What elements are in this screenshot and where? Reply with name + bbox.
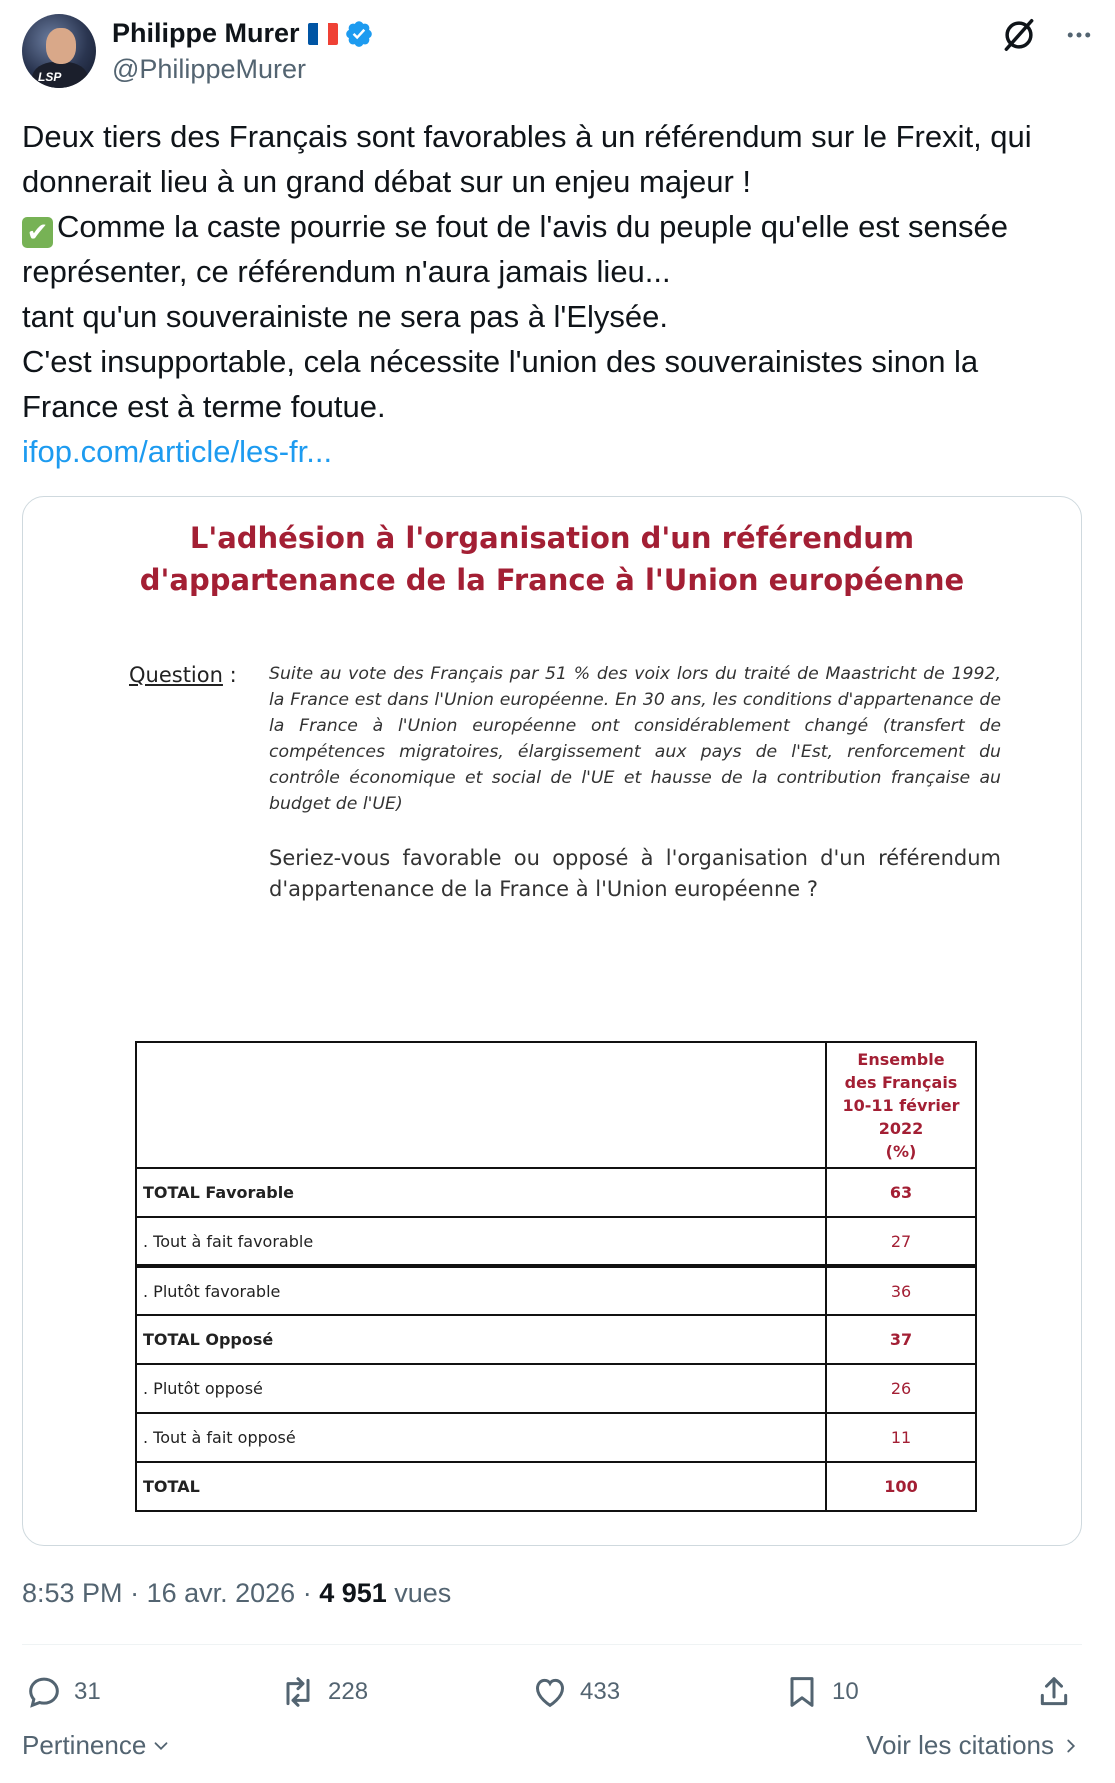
like-icon	[530, 1672, 570, 1712]
sort-dropdown[interactable]	[22, 1730, 172, 1761]
views-count: 4 951	[319, 1578, 387, 1608]
french-flag-icon	[308, 23, 338, 45]
question-ask: Seriez-vous favorable ou opposé à l'organisation d'un référendum d'appartenance de la France à l'Union européenne ?	[269, 846, 1001, 901]
retweet-button[interactable]	[278, 1664, 368, 1720]
views-label: vues	[386, 1578, 452, 1608]
table-row: TOTAL Opposé 37	[136, 1315, 976, 1364]
tweet-line: tant qu'un souverainiste ne sera pas à l'Elysée.	[22, 299, 669, 334]
like-count: 433	[580, 1678, 621, 1705]
tweet-line: Deux tiers des Français sont favorables à un référendum sur le Frexit, qui	[22, 119, 1032, 154]
view-quotes-link[interactable]	[866, 1730, 1082, 1761]
quotes-label: Voir les citations	[866, 1730, 1054, 1760]
question-text: Suite au vote des Français par 51 % des voix lors du traité de Maastricht de 1992, la France est dans l'Union européenne. En 30 ans, les conditions d'appartenance de la France à l'Union européenne ont considérablement changé (transfert de compétences migratoires, élargissement aux pays de l'Est, renforcement du contrôle économique et social de l'UE et hausse de la contribution française au budget de l'UE)	[269, 664, 1001, 814]
author-handle[interactable]: @PhilippeMurer	[112, 54, 306, 84]
bookmark-count: 10	[832, 1678, 859, 1705]
replies-footer	[22, 1730, 1082, 1770]
tweet-meta: 8:53 PM · 16 avr. 2026 · 4 951 vues	[22, 1578, 452, 1608]
author-display-name[interactable]: Philippe Murer	[112, 18, 300, 48]
tweet-line: ✔ Comme la caste pourrie se fout de l'avis du peuple qu'elle est sensée	[22, 204, 1092, 249]
chevron-down-icon	[150, 1735, 172, 1757]
tweet-time[interactable]: 8:53 PM	[22, 1578, 123, 1608]
question-label: Question :	[129, 663, 237, 687]
table-row: . Plutôt favorable 36	[136, 1266, 976, 1315]
table-row: . Tout à fait favorable 27	[136, 1217, 976, 1266]
reply-icon	[24, 1672, 64, 1712]
table-row: TOTAL Favorable 63	[136, 1168, 976, 1217]
reply-count: 31	[74, 1678, 101, 1705]
tweet-line: représenter, ce référendum n'aura jamais lieu...	[22, 254, 671, 289]
bookmark-button[interactable]	[782, 1664, 859, 1720]
column-header: Ensemble des Français 10-11 février 2022 (%)	[826, 1042, 976, 1168]
tweet-actions	[22, 1664, 1082, 1720]
retweet-count: 228	[328, 1678, 369, 1705]
reply-button[interactable]	[24, 1664, 101, 1720]
poll-results-table	[135, 1041, 977, 1512]
tweet-line: France est à terme foutue.	[22, 389, 386, 424]
bookmark-icon	[782, 1672, 822, 1712]
article-link[interactable]: ifop.com/article/les-fr...	[22, 434, 333, 469]
table-row: . Plutôt opposé 26	[136, 1364, 976, 1413]
avatar[interactable]: LSP	[22, 14, 96, 88]
more-icon[interactable]	[1062, 20, 1096, 50]
author-name-row	[112, 18, 374, 49]
share-button[interactable]	[1034, 1664, 1074, 1720]
check-emoji-icon: ✔	[22, 217, 53, 248]
tweet-media-image[interactable]	[22, 496, 1082, 1546]
tweet-date[interactable]: 16 avr. 2026	[146, 1578, 296, 1608]
table-header-row	[136, 1042, 976, 1168]
tweet-text	[22, 114, 1092, 474]
retweet-icon	[278, 1672, 318, 1712]
table-row: TOTAL 100	[136, 1462, 976, 1511]
verified-badge-icon[interactable]	[344, 19, 374, 49]
tweet-header	[22, 14, 1093, 90]
share-icon	[1034, 1672, 1074, 1712]
sort-label: Pertinence	[22, 1730, 147, 1760]
grok-icon[interactable]	[1000, 16, 1038, 54]
chevron-right-icon	[1060, 1735, 1082, 1757]
table-row: . Tout à fait opposé 11	[136, 1413, 976, 1462]
tweet-line: C'est insupportable, cela nécessite l'union des souverainistes sinon la	[22, 344, 979, 379]
document-title: L'adhésion à l'organisation d'un référendum d'appartenance de la France à l'Union européenne	[139, 521, 965, 597]
tweet-line: donnerait lieu à un grand débat sur un enjeu majeur !	[22, 164, 751, 199]
divider	[22, 1644, 1082, 1645]
like-button[interactable]	[530, 1664, 620, 1720]
